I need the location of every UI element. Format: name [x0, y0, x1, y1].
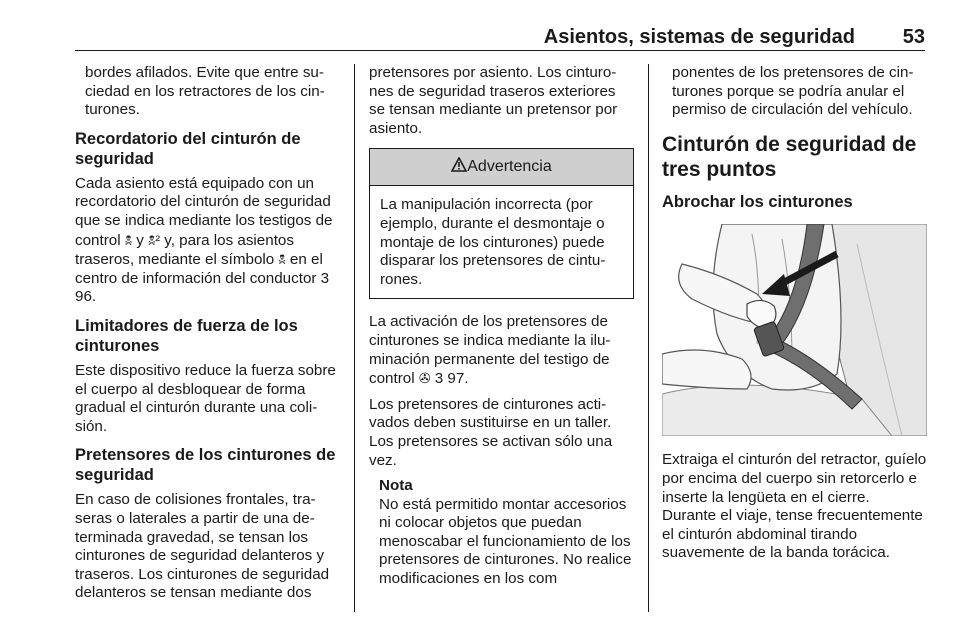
paragraph [75, 175, 343, 307]
heading-force-limiters: Limitadores de fuerza de los cinturones [75, 316, 298, 355]
seatbelt-rear-warning-icon: 🕱² [148, 231, 161, 248]
note-text: No está permitido montar accesorios ni colocar objetos que puedan menoscabar el funcionamiento de los pretensores de cinturones. No realice modificaciones en los com [379, 495, 632, 588]
paragraph [369, 313, 634, 388]
heading-seatbelt-reminder: Recordatorio del cinturón de seguridad [75, 129, 301, 168]
text: La activación de los pretensores de cinturones se indica mediante la iluminación permanente del testigo de control [369, 313, 611, 388]
paragraph: Los pretensores de cinturones activados deben sustituirse en un taller. Los pretensores se activan sólo una vez. [369, 395, 613, 469]
paragraph: Extraiga el cinturón del retractor, guíelo por encima del cuerpo sin retorcerlo e inserte la lengüeta en el cierre. Durante el viaje, tense frecuentemente el cinturón abdominal tirando suavemente de la banda torácica. [662, 451, 927, 562]
seatbelt-warning-icon: 🕱 [278, 251, 286, 268]
section-title: Asientos, sistemas de seguridad [543, 26, 855, 48]
warning-title: Advertencia [467, 158, 552, 176]
column-1 [75, 64, 343, 610]
warning-triangle-icon [451, 157, 467, 172]
text: en el centro de información del conductor [75, 251, 323, 287]
text: y, para los asientos traseros, mediante el símbolo [75, 231, 294, 269]
page-reference: 3 96. [75, 269, 330, 306]
paragraph: ponentes de los pretensores de cinturones porque se podría anular el permiso de circulación del vehículo. [672, 64, 914, 119]
text: y [132, 231, 149, 249]
column-3 [662, 64, 927, 570]
warning-text: La manipulación incorrecta (por ejemplo, durante el desmontaje o montaje de los cinturones) puede disparar los pretensores de cinturones. [380, 196, 606, 288]
column-2 [369, 64, 634, 589]
paragraph: En caso de colisiones frontales, traseras o laterales a partir de una determinada gravedad, se tensan los cinturones de seguridad delanteros y traseros. Los cinturones de seguridad delanteros se tensan mediante dos [75, 491, 330, 602]
paragraph: Este dispositivo reduce la fuerza sobre el cuerpo al desbloquear de forma gradual el cinturón durante una colisión. [75, 361, 336, 435]
heading-fastening-belts: Abrochar los cinturones [662, 192, 853, 211]
seatbelt-warning-icon: 🕱 [124, 231, 133, 248]
page-number: 53 [902, 26, 925, 48]
page-reference: 3 97. [430, 370, 469, 388]
column-divider-2 [648, 64, 649, 612]
text: Cada asiento está equipado con un recordatorio del cinturón de seguridad que se indica mediante los testigos de control [75, 174, 333, 249]
column-divider-1 [354, 64, 355, 612]
paragraph: pretensores por asiento. Los cinturones de seguridad traseros exteriores se tensan mediante un pretensor por asiento. [369, 64, 618, 137]
warning-box [369, 148, 634, 299]
note-label: Nota [379, 477, 413, 495]
header-divider [75, 50, 925, 51]
airbag-warning-icon: ✇ [418, 370, 431, 387]
seatbelt-illustration [662, 224, 927, 436]
heading-three-point-belt: Cinturón de seguridad de tres puntos [662, 132, 917, 181]
note-block [369, 477, 634, 589]
paragraph: bordes afilados. Evite que entre suciedad en los retractores de los cinturones. [85, 64, 325, 119]
warning-header [370, 149, 633, 186]
heading-pretensioners: Pretensores de los cinturones de seguridad [75, 446, 336, 485]
